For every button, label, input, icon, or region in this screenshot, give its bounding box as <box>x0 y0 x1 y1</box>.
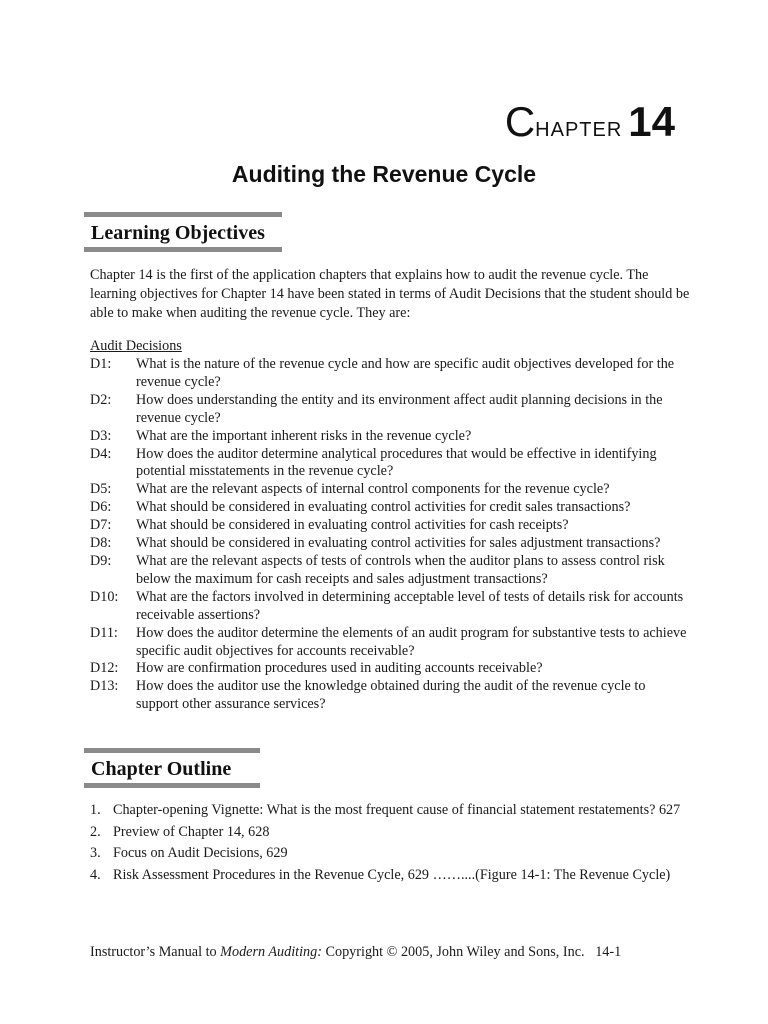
chapter-title: Auditing the Revenue Cycle <box>231 161 537 187</box>
decision-code: D7: <box>90 517 112 534</box>
decision-text: What should be considered in evaluating control activities for sales adjustment transactions? <box>136 535 661 552</box>
decision-item <box>90 589 690 625</box>
footer-book-title: Modern Auditing: <box>220 944 322 960</box>
outline-item <box>90 867 690 885</box>
decision-text: What are the relevant aspects of tests of controls when the auditor plans to assess control risk below the maximum for cash receipts and sales adjustment transactions? <box>136 552 665 587</box>
decision-text: What are the factors involved in determining acceptable level of tests of details risk for accounts receivable assertions? <box>136 588 684 623</box>
decision-text: What should be considered in evaluating control activities for cash receipts? <box>136 517 569 534</box>
decision-code: D9: <box>90 552 112 569</box>
chapter-number: 14 <box>628 98 675 145</box>
outline-number: 1. <box>90 802 101 818</box>
outline-item <box>90 824 690 842</box>
chapter-heading <box>505 98 675 146</box>
page-number: 14-1 <box>595 944 622 960</box>
decision-item <box>90 392 690 428</box>
decision-text: How are confirmation procedures used in auditing accounts receivable? <box>136 660 543 677</box>
decision-text: How does understanding the entity and its environment affect audit planning decisions in the revenue cycle? <box>136 391 663 426</box>
decision-item <box>90 535 690 553</box>
section-heading: Learning Objectives <box>91 222 265 244</box>
outline-number: 2. <box>90 823 101 840</box>
chapter-initial: C <box>504 98 536 145</box>
decision-item <box>90 481 690 499</box>
intro-paragraph <box>90 266 690 323</box>
learning-objectives-header <box>84 212 282 252</box>
decision-code: D13: <box>90 678 119 695</box>
outline-text: Risk Assessment Procedures in the Revenue Cycle, 629 ……....(Figure 14-1: The Revenue Cycle) <box>113 866 671 883</box>
decision-text: How does the auditor determine the elements of an audit program for substantive tests to achieve specific audit objectives for accounts receivable? <box>136 624 687 659</box>
outline-text: Chapter-opening Vignette: What is the most frequent cause of financial statement restatements? 627 <box>113 802 681 818</box>
decision-code: D5: <box>90 481 112 498</box>
outline-number: 4. <box>90 866 101 883</box>
page-footer <box>90 944 621 961</box>
decision-code: D2: <box>90 391 112 408</box>
decision-code: D6: <box>90 499 112 516</box>
decision-code: D10: <box>90 588 119 605</box>
outline-item <box>90 802 690 820</box>
decision-item <box>90 625 690 661</box>
outline-text: Focus on Audit Decisions, 629 <box>113 845 288 861</box>
decision-text: What should be considered in evaluating control activities for credit sales transactions? <box>136 499 631 516</box>
decision-code: D11: <box>90 624 118 641</box>
footer-copyright: Copyright © 2005, John Wiley and Sons, Inc. <box>321 944 585 960</box>
decision-item <box>90 356 690 392</box>
decision-code: D4: <box>90 445 112 462</box>
decision-item <box>90 517 690 535</box>
section-heading: Chapter Outline <box>91 758 232 780</box>
decision-code: D3: <box>90 427 112 444</box>
outline-item <box>90 845 690 863</box>
outline-number: 3. <box>90 845 101 861</box>
footer-prefix: Instructor’s Manual to <box>90 944 221 960</box>
decision-text: How does the auditor determine analytical procedures that would be effective in identifying potential misstatements in the revenue cycle? <box>136 445 657 480</box>
decision-code: D12: <box>90 660 119 677</box>
decision-code: D8: <box>90 535 112 552</box>
decision-item <box>90 678 690 714</box>
decision-item <box>90 446 690 482</box>
audit-decisions-list <box>90 356 690 714</box>
decision-text: How does the auditor use the knowledge obtained during the audit of the revenue cycle to support other assurance services? <box>136 678 646 713</box>
decision-item <box>90 499 690 517</box>
chapter-outline-header <box>84 748 260 788</box>
decision-item <box>90 553 690 589</box>
intro-text: Chapter 14 is the first of the application chapters that explains how to audit the revenue cycle. The learning objectives for Chapter 14 have been stated in terms of Audit Decisions that the student should be able to make when auditing the revenue cycle. They are: <box>90 267 690 321</box>
decision-item <box>90 428 690 446</box>
chapter-outline-list <box>90 802 690 888</box>
decision-text: What is the nature of the revenue cycle and how are specific audit objectives developed for the revenue cycle? <box>136 356 675 390</box>
audit-decisions-label: Audit Decisions <box>90 338 182 354</box>
decision-code: D1: <box>90 356 112 372</box>
decision-text: What are the important inherent risks in the revenue cycle? <box>136 427 472 444</box>
outline-text: Preview of Chapter 14, 628 <box>113 823 270 840</box>
decision-item <box>90 660 690 678</box>
chapter-word: HAPTER <box>535 119 623 141</box>
decision-text: What are the relevant aspects of internal control components for the revenue cycle? <box>136 481 610 498</box>
